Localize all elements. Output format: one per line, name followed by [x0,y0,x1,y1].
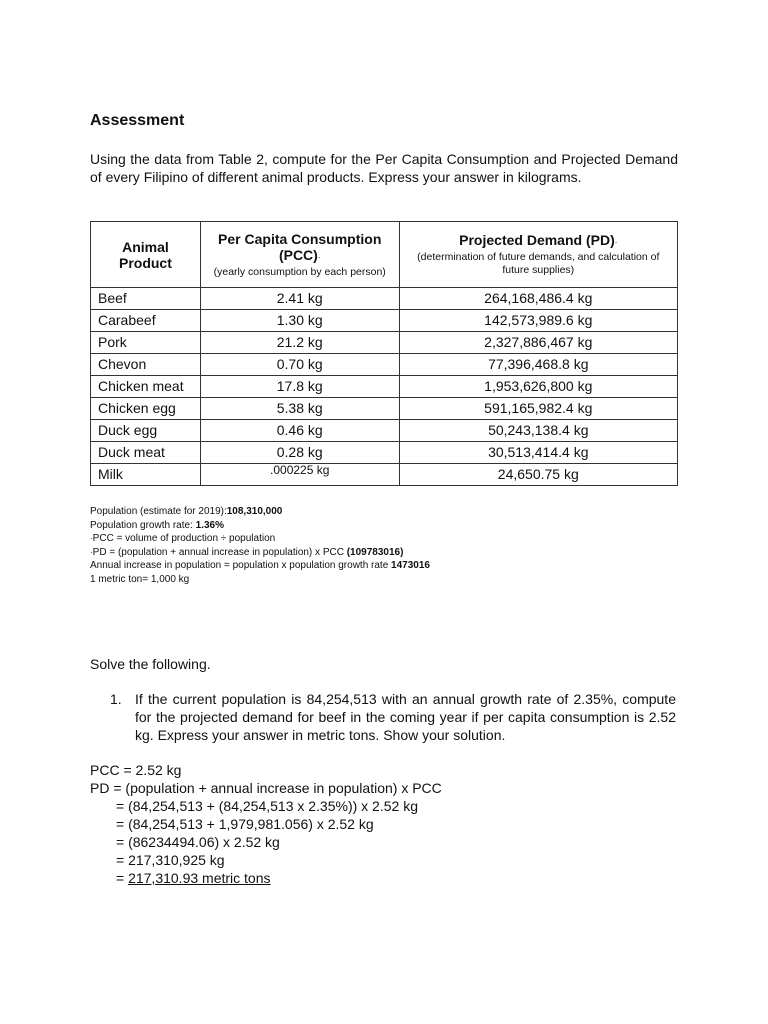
solve-heading: Solve the following. [90,656,211,672]
table-row [91,310,678,332]
note-annual-increase: Annual increase in population = population x population growth rate 1473016 [90,560,430,571]
cell-product: Milk [91,464,201,486]
cell-product: Pork [91,332,201,354]
table-row [91,354,678,376]
cell-pd: 591,165,982.4 kg [399,398,677,420]
header-animal-product: Animal Product [91,222,201,288]
note-pd-formula: ·PD = (population + annual increase in population) x PCC (109783016) [90,546,404,558]
cell-product: Duck egg [91,420,201,442]
table-row [91,376,678,398]
solution-final-answer: = 217,310.93 metric tons [116,870,271,886]
cell-pcc: 5.38 kg [200,398,399,420]
table-header-row [91,222,678,288]
cell-pd: 77,396,468.8 kg [399,354,677,376]
note-metric-ton: 1 metric ton= 1,000 kg [90,573,190,585]
table-row [91,464,678,486]
solution-block [90,761,442,887]
table-row [91,420,678,442]
solution-line: = (84,254,513 + (84,254,513 x 2.35%)) x 2.52 kg [116,798,418,814]
cell-pd: 50,243,138.4 kg [399,420,677,442]
question-number: 1. [110,691,122,707]
data-table [90,221,678,486]
cell-pd: 24,650.75 kg [399,464,677,486]
intro-paragraph: Using the data from Table 2, compute for the Per Capita Consumption and Projected Demand of every Filipino of different animal products. Express your answer in kilograms. [90,151,678,185]
table-row [91,398,678,420]
cell-pd: 142,573,989.6 kg [399,310,677,332]
cell-pcc: 2.41 kg [200,288,399,310]
cell-pd: 30,513,414.4 kg [399,442,677,464]
cell-pd: 264,168,486.4 kg [399,288,677,310]
cell-pcc: 1.30 kg [200,310,399,332]
cell-product: Chevon [91,354,201,376]
solution-line: PCC = 2.52 kg [90,762,182,778]
cell-pcc: 0.46 kg [200,420,399,442]
cell-product: Chicken egg [91,398,201,420]
solution-line: = 217,310,925 kg [116,852,225,868]
cell-product: Chicken meat [91,376,201,398]
cell-product: Duck meat [91,442,201,464]
notes-block [90,505,430,586]
solution-line: = (84,254,513 + 1,979,981.056) x 2.52 kg [116,816,374,832]
cell-pcc: 17.8 kg [200,376,399,398]
header-pcc: Per Capita Consumption (PCC)· (yearly consumption by each person) [200,222,399,288]
header-pd: Projected Demand (PD)· (determination of future demands, and calculation of future supplies) [399,222,677,288]
solution-line: PD = (population + annual increase in population) x PCC [90,780,442,796]
cell-product: Beef [91,288,201,310]
table-row [91,332,678,354]
table-row [91,288,678,310]
page-title: Assessment [90,112,185,129]
cell-pcc: 0.28 kg [200,442,399,464]
note-pcc-formula: ·PCC = volume of production ÷ population [90,533,276,544]
cell-pcc: 0.70 kg [200,354,399,376]
question-text: If the current population is 84,254,513 with an annual growth rate of 2.35%, compute for the projected demand for beef in the coming year if per capita consumption is 2.52 kg. Express your answer in metric tons. Show your solution. [135,691,676,743]
cell-pd: 2,327,886,467 kg [399,332,677,354]
solution-line: = (86234494.06) x 2.52 kg [116,834,280,850]
cell-pcc: 21.2 kg [200,332,399,354]
question-item [110,690,676,744]
cell-pcc: .000225 kg [200,464,399,486]
note-growth-rate: Population growth rate: 1.36% [90,519,224,531]
cell-pd: 1,953,626,800 kg [399,376,677,398]
note-population: Population (estimate for 2019):108,310,000 [90,506,283,517]
table-row [91,442,678,464]
cell-product: Carabeef [91,310,201,332]
